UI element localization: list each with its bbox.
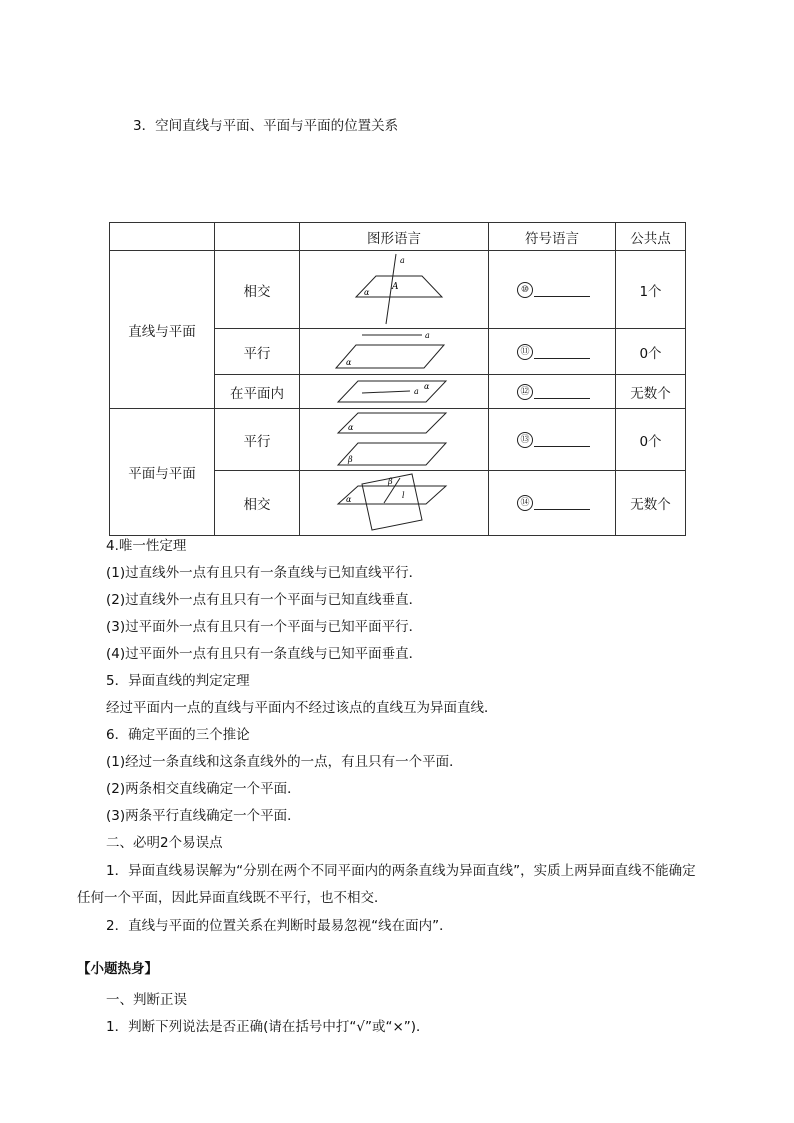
list-item: (1)经过一条直线和这条直线外的一点，有且只有一个平面． <box>106 754 463 770</box>
relation-label: 平行 <box>215 409 300 471</box>
header-cell <box>110 223 215 251</box>
figure-planes-intersect <box>300 471 489 536</box>
symbol-cell <box>489 471 616 536</box>
figure-label: a <box>400 255 405 265</box>
line-parallel-plane-diagram <box>334 330 454 374</box>
common-points: 无数个 <box>616 375 686 409</box>
figure-planes-parallel <box>300 409 489 471</box>
list-item: (1)过直线外一点有且只有一条直线与已知直线平行． <box>106 565 423 581</box>
planes-parallel-diagram <box>334 410 454 470</box>
symbol-cell <box>489 375 616 409</box>
figure-label: α <box>348 422 354 432</box>
common-points: 0个 <box>616 409 686 471</box>
relation-label: 平行 <box>215 329 300 375</box>
pitfall-1-line-1: 1．异面直线易误解为“分别在两个不同平面内的两条直线为异面直线”，实质上两异面直线不能确定 <box>106 863 696 879</box>
figure-label: β <box>348 454 353 464</box>
figure-label: α <box>346 357 352 367</box>
section-4-title: 4.唯一性定理 <box>106 538 187 554</box>
pitfall-2: 2．直线与平面的位置关系在判断时最易忽视“线在面内”． <box>106 918 453 934</box>
blank-number: ⑫ <box>517 384 533 400</box>
common-points: 1个 <box>616 251 686 329</box>
header-cell-points: 公共点 <box>616 223 686 251</box>
line-in-plane-diagram <box>334 377 454 407</box>
figure-label: a <box>414 386 419 396</box>
figure-label: a <box>425 330 430 340</box>
figure-label: α <box>346 495 352 504</box>
figure-line-parallel-plane <box>300 329 489 375</box>
blank-number: ⑩ <box>517 282 533 298</box>
answer-blank <box>534 496 590 510</box>
symbol-cell <box>489 329 616 375</box>
list-item: (3)过平面外一点有且只有一个平面与已知平面平行． <box>106 619 423 635</box>
figure-label: α <box>364 287 370 297</box>
header-cell-symbol: 符号语言 <box>489 223 616 251</box>
list-item: (2)两条相交直线确定一个平面． <box>106 781 301 797</box>
common-points: 0个 <box>616 329 686 375</box>
table-header-row <box>110 223 686 251</box>
position-relation-table <box>109 222 686 536</box>
blank-number: ⑭ <box>517 495 533 511</box>
symbol-cell <box>489 409 616 471</box>
xiaoti-title: 【小题热身】 <box>77 961 158 977</box>
section-5-text: 经过平面内一点的直线与平面内不经过该点的直线互为异面直线． <box>106 700 498 716</box>
part-1-title: 一、判断正误 <box>106 992 187 1008</box>
list-item: (3)两条平行直线确定一个平面． <box>106 808 301 824</box>
header-cell-figure: 图形语言 <box>300 223 489 251</box>
figure-label: α <box>424 381 430 391</box>
table-row <box>110 409 686 471</box>
pitfall-1-line-2: 任何一个平面，因此异面直线既不平行，也不相交． <box>77 890 388 906</box>
relation-label: 相交 <box>215 471 300 536</box>
answer-blank <box>534 433 590 447</box>
answer-blank <box>534 283 590 297</box>
section-6-title: 6．确定平面的三个推论 <box>106 727 250 743</box>
line-intersect-plane-diagram <box>334 252 454 328</box>
planes-intersect-diagram <box>334 472 454 534</box>
symbol-cell <box>489 251 616 329</box>
common-points: 无数个 <box>616 471 686 536</box>
figure-line-in-plane <box>300 375 489 409</box>
figure-line-intersects-plane <box>300 251 489 329</box>
question-1: 1．判断下列说法是否正确(请在括号中打“√”或“×”)． <box>106 1019 430 1035</box>
answer-blank <box>534 345 590 359</box>
blank-number: ⑬ <box>517 432 533 448</box>
figure-label: l <box>402 491 405 500</box>
list-item: (4)过平面外一点有且只有一条直线与已知平面垂直． <box>106 646 423 662</box>
relation-label: 相交 <box>215 251 300 329</box>
group-label-plane-plane: 平面与平面 <box>110 409 215 536</box>
figure-label: A <box>392 281 399 292</box>
figure-label: β <box>388 477 393 486</box>
part-2-title: 二、必明2个易误点 <box>106 835 223 851</box>
section-5-title: 5．异面直线的判定定理 <box>106 673 250 689</box>
answer-blank <box>534 385 590 399</box>
section-3-title: 3．空间直线与平面、平面与平面的位置关系 <box>133 118 399 134</box>
header-cell <box>215 223 300 251</box>
blank-number: ⑪ <box>517 344 533 360</box>
relation-label: 在平面内 <box>215 375 300 409</box>
table-row <box>110 251 686 329</box>
group-label-line-plane: 直线与平面 <box>110 251 215 409</box>
list-item: (2)过直线外一点有且只有一个平面与已知直线垂直． <box>106 592 423 608</box>
